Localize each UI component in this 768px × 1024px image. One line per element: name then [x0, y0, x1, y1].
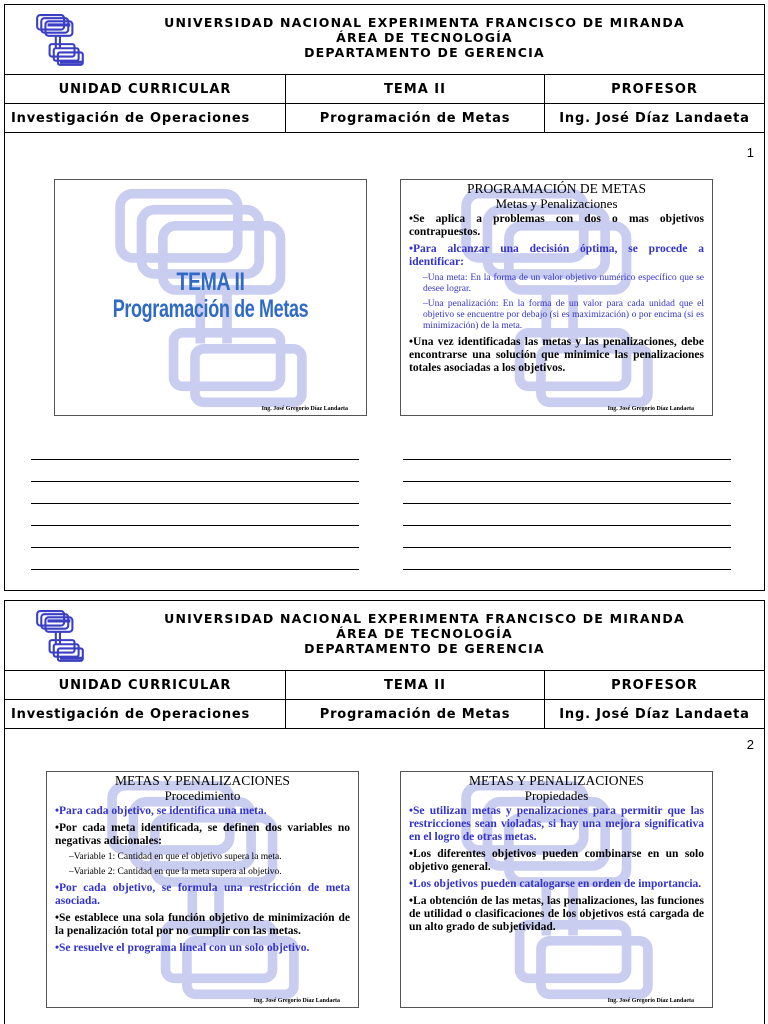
bullet: •Para alcanzar una decisión óptima, se procede a identificar: — [409, 243, 704, 268]
value-unidad-curricular: Investigación de Operaciones — [5, 104, 286, 132]
sub-bullet: –Variable 1: Cantidad en que el objetivo supera la meta. — [69, 852, 282, 862]
cover-title-line1: TEMA II — [176, 268, 245, 296]
header-labels-row — [5, 671, 764, 700]
slide-subtitle: Procedimiento — [164, 788, 241, 803]
value-profesor: Ing. José Díaz Landaeta — [559, 110, 750, 126]
header-values-row — [5, 104, 764, 133]
slide-metas-penalizaciones — [400, 179, 713, 416]
slide-subtitle: Metas y Penalizaciones — [495, 196, 618, 211]
department-name: DEPARTAMENTO DE GERENCIA — [304, 45, 545, 60]
bullet: •Por cada objetivo, se formula una restricción de meta asociada. — [55, 882, 350, 907]
area-name: ÁREA DE TECNOLOGÍA — [336, 626, 513, 641]
header-titles — [95, 611, 754, 656]
label-profesor: PROFESOR — [611, 81, 698, 97]
slide-footer: Ing. José Gregorio Díaz Landaeta — [261, 406, 348, 412]
page-header — [5, 601, 764, 671]
bullet: •Los diferentes objetivos pueden combinarse en un solo objetivo general. — [409, 848, 704, 873]
cover-title — [55, 268, 366, 322]
document-page-2 — [4, 600, 765, 1024]
area-name: ÁREA DE TECNOLOGÍA — [336, 30, 513, 45]
label-unidad-curricular: UNIDAD CURRICULAR — [5, 671, 286, 699]
bullet: •Para cada objetivo, se identifica una meta. — [55, 805, 267, 817]
university-name: UNIVERSIDAD NACIONAL EXPERIMENTA FRANCISCO DE MIRANDA — [164, 15, 685, 30]
slide-propiedades — [400, 771, 713, 1008]
bullet: •Por cada meta identificada, se definen dos variables no negativas adicionales: — [55, 822, 350, 847]
slide-content — [409, 774, 704, 993]
page-number: 2 — [746, 737, 754, 752]
bullet: •La obtención de las metas, las penalizaciones, las funciones de utilidad o clasificaciones de los objetivos está cargada de un alto grado de subjetividad. — [409, 895, 704, 933]
sub-bullet: –Una penalización: En la forma de un valor para cada unidad que el objetivo se encuentre por debajo (si es maximización) o por encima (si es minimización) de la meta. — [423, 299, 704, 331]
header-values-row — [5, 700, 764, 729]
header-labels-row — [5, 75, 764, 104]
value-unidad-curricular: Investigación de Operaciones — [5, 700, 286, 728]
value-profesor: Ing. José Díaz Landaeta — [559, 706, 750, 722]
page-header — [5, 5, 764, 75]
page-number: 1 — [746, 145, 754, 160]
document-page-1 — [4, 4, 765, 591]
slide-footer: Ing. José Gregorio Díaz Landaeta — [253, 998, 340, 1004]
label-unidad-curricular: UNIDAD CURRICULAR — [5, 75, 286, 103]
label-tema: TEMA II — [286, 671, 545, 699]
slide-content — [409, 182, 704, 401]
cover-title-line2: Programación de Metas — [112, 295, 309, 323]
department-name: DEPARTAMENTO DE GERENCIA — [304, 641, 545, 656]
notes-lines-right — [403, 459, 731, 591]
university-logo-icon — [33, 609, 89, 665]
slide-subtitle: Propiedades — [524, 788, 589, 803]
slide-cover — [54, 179, 367, 416]
value-tema: Programación de Metas — [286, 104, 545, 132]
label-profesor: PROFESOR — [611, 677, 698, 693]
bullet: •Una vez identificadas las metas y las penalizaciones, debe encontrarse una solución que minimice las penalizaciones totales asociadas a los objetivos. — [409, 336, 704, 374]
value-tema: Programación de Metas — [286, 700, 545, 728]
header-titles — [95, 15, 754, 60]
slide-title: METAS Y PENALIZACIONES — [115, 773, 290, 788]
university-logo-icon — [33, 13, 89, 69]
sub-bullet: –Variable 2: Cantidad en que la meta supera al objetivo. — [69, 867, 282, 877]
slide-content — [55, 774, 350, 993]
notes-lines-left — [31, 459, 359, 591]
slide-title: METAS Y PENALIZACIONES — [469, 773, 644, 788]
bullet: •Se resuelve el programa lineal con un solo objetivo. — [55, 942, 310, 954]
slide-footer: Ing. José Gregorio Díaz Landaeta — [607, 406, 694, 412]
bullet: •Se establece una sola función objetivo de minimización de la penalización total por no cumplir con las metas. — [55, 912, 350, 937]
sub-bullet: –Una meta: En la forma de un valor objetivo numérico específico que se desee lograr. — [423, 273, 704, 294]
university-name: UNIVERSIDAD NACIONAL EXPERIMENTA FRANCISCO DE MIRANDA — [164, 611, 685, 626]
slide-procedimiento — [46, 771, 359, 1008]
slide-title: PROGRAMACIÓN DE METAS — [467, 181, 646, 196]
slide-footer: Ing. José Gregorio Díaz Landaeta — [607, 998, 694, 1004]
bullet: •Los objetivos pueden catalogarse en orden de importancia. — [409, 878, 702, 890]
bullet: •Se utilizan metas y penalizaciones para permitir que las restricciones sean violadas, si hay una mejora significativa en el logro de otras metas. — [409, 805, 704, 843]
label-tema: TEMA II — [286, 75, 545, 103]
bullet: •Se aplica a problemas con dos o mas objetivos contrapuestos. — [409, 213, 704, 238]
